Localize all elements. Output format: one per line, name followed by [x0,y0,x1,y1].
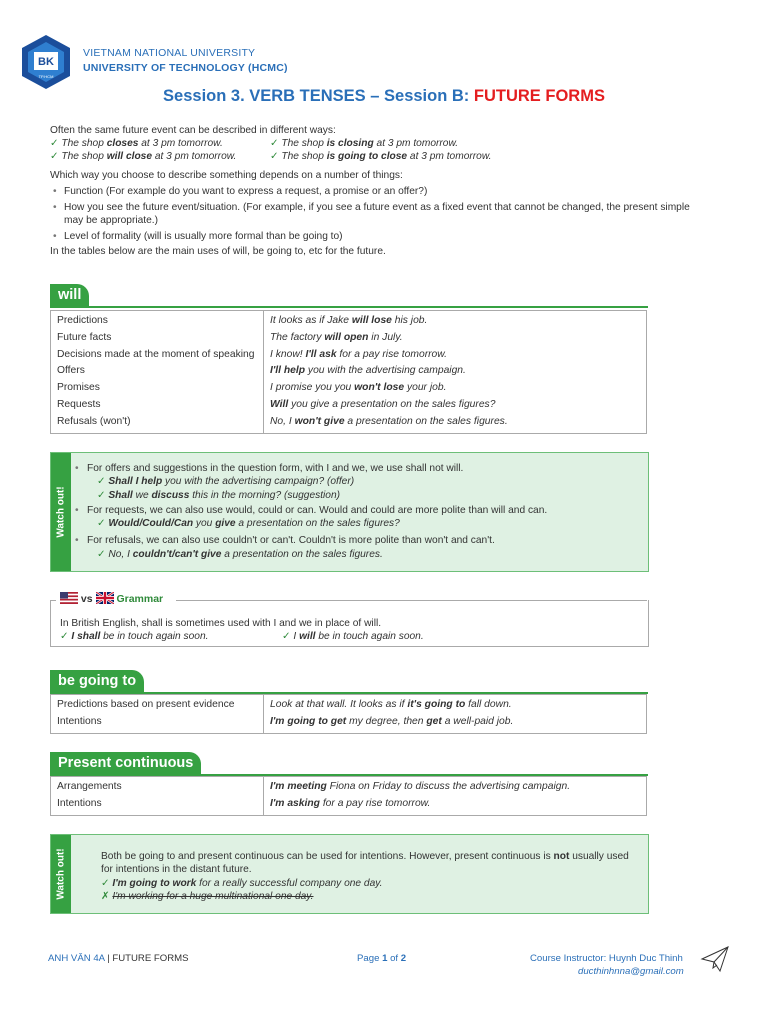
use-cell: Requests [57,398,101,410]
watch-out-box [50,834,649,914]
section-tab-will: will [50,284,89,306]
will-table [50,310,647,434]
example-cell: I'll help you with the advertising campaign. [270,365,466,377]
watch-out-label: Watch out! [51,453,71,571]
intro-line: Often the same future event can be described in different ways: [50,125,336,136]
watch-out-point: Both be going to and present continuous can be used for intentions. However, present continuous is not usually used for intentions in the distant future. [101,851,629,876]
intro-line: In the tables below are the main uses of will, be going to, etc for the future. [50,246,386,257]
watch-out-point: • For offers and suggestions in the question form, with I and we, we use shall not will. [87,462,638,475]
use-cell: Intentions [57,797,102,809]
intro-section [50,124,690,258]
grammar-text: In British English, shall is sometimes used with I and we in place of will. ✓ I shall be in touch again soon. ✓ I will be in touch again soon. [60,618,424,642]
university-name: VIETNAM NATIONAL UNIVERSITY [83,47,256,59]
use-cell: Promises [57,382,100,394]
present-continuous-table [50,776,647,816]
footer-instructor: Course Instructor: Huynh Duc Thinh [530,953,683,964]
section-tab-present-continuous: Present continuous [50,752,201,774]
example-cell: I'm going to get my degree, then get a well-paid job. [270,715,514,727]
watch-out-example: ✓ No, I couldn't/can't give a presentation on the sales figures. [97,548,383,560]
example-cell: Look at that wall. It looks as if it's going to fall down. [270,699,512,710]
use-cell: Predictions based on present evidence [57,699,235,710]
watch-out-example: ✓ Shall I help you with the advertising campaign? (offer) [97,476,355,488]
watch-out-example: ✓ Shall we discuss this in the morning? (suggestion) [97,489,341,501]
section-divider [50,306,648,308]
watch-out-example: ✓ I'm going to work for a really successful company one day. [101,877,383,889]
footer-email: ducthinhnna@gmail.com [578,966,684,977]
going-to-table [50,694,647,734]
faculty-name: UNIVERSITY OF TECHNOLOGY (HCMC) [83,62,288,74]
example-cell: I know! I'll ask for a pay rise tomorrow. [270,348,448,360]
example-row: ✓ The shop will close at 3 pm tomorrow. ✓ The shop is going to close at 3 pm tomorrow. [50,151,492,162]
logo-subtext: TP.HCM [38,74,54,79]
watch-out-point: • For requests, we can also use would, could or can. Would and could are more polite than will and can. [87,504,638,517]
grammar-heading: vs Grammar [60,592,163,605]
bullet-item: • Function (For example do you want to express a request, a promise or an offer?) [50,185,690,198]
watch-out-box [50,452,649,572]
example-row: ✓ The shop closes at 3 pm tomorrow. ✓ The shop is closing at 3 pm tomorrow. [50,138,459,149]
watch-out-label: Watch out! [51,835,71,913]
use-cell: Intentions [57,715,102,727]
section-tab-going-to: be going to [50,670,144,692]
us-flag-icon [60,592,78,604]
footer-page-number: Page 1 of 2 [357,953,407,964]
example-cell: I'm meeting Fiona on Friday to discuss the advertising campaign. [270,781,571,792]
footer-course: ANH VĂN 4A | FUTURE FORMS [48,953,189,964]
use-cell: Offers [57,365,85,377]
watch-out-point: • For refusals, we can also use couldn't or can't. Couldn't is more polite than won't and can't. [87,534,638,547]
use-cell: Arrangements [57,781,122,792]
university-logo [20,34,72,90]
example-cell: I promise you you won't lose your job. [270,382,447,394]
logo-text: BK [38,56,54,68]
example-cell: I'm asking for a pay rise tomorrow. [270,797,431,809]
example-cell: It looks as if Jake will lose his job. [270,315,428,326]
example-cell: No, I won't give a presentation on the sales figures. [270,415,508,427]
use-cell: Predictions [57,315,108,326]
bullet-item: • How you see the future event/situation. (For example, if you see a future event as a fixed event that cannot be changed, the present simple may be appropriate.) [50,201,690,227]
use-cell: Refusals (won't) [57,415,131,427]
bullet-item: • Level of formality (will is usually more formal than be going to) [50,230,690,243]
page-title: Session 3. VERB TENSES – Session B: FUTURE FORMS [163,87,605,105]
use-cell: Decisions made at the moment of speaking [57,348,255,360]
example-cell: The factory will open in July. [270,331,403,343]
use-cell: Future facts [57,331,112,343]
example-cell: Will you give a presentation on the sales figures? [270,398,496,410]
watch-out-example: ✓ Would/Could/Can you give a presentation on the sales figures? [97,518,400,530]
uk-flag-icon [96,592,114,604]
intro-line: Which way you choose to describe something depends on a number of things: [50,170,403,181]
watch-out-wrong-example: ✗ I'm working for a huge multinational one day. [101,890,314,902]
paper-plane-icon [700,944,730,974]
